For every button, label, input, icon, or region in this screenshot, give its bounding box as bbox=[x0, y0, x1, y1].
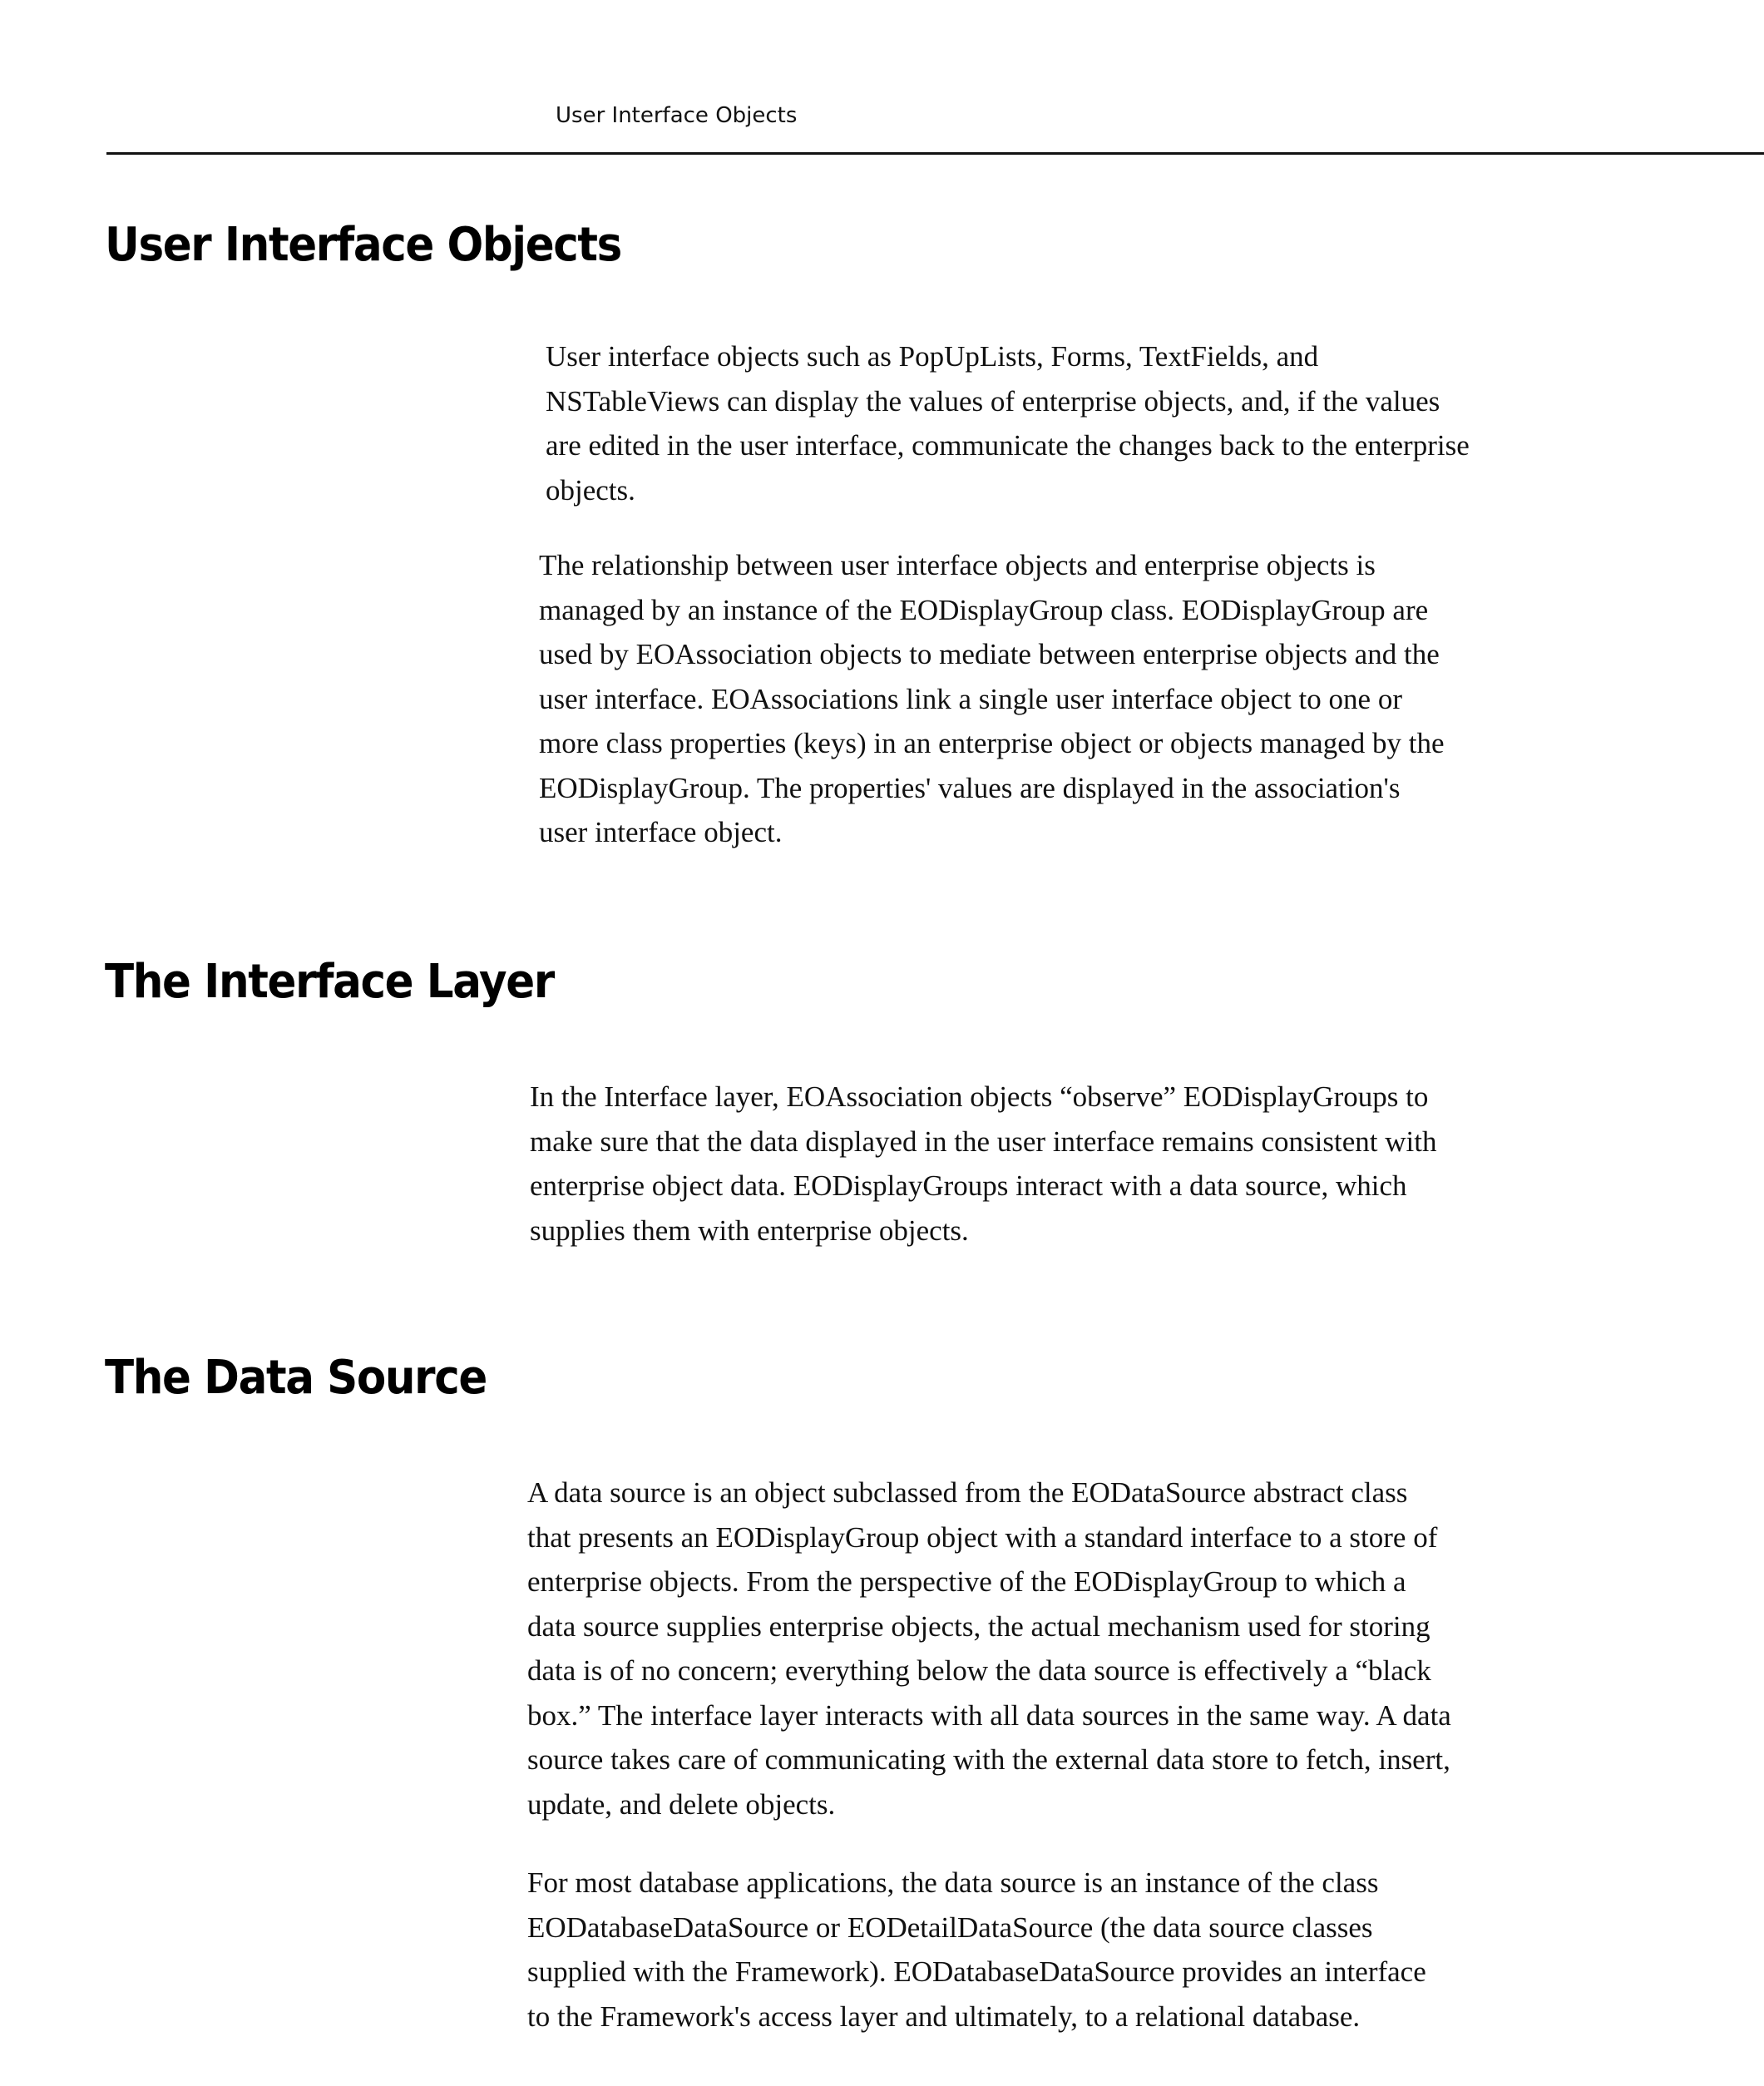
text-line: supplies them with enterprise objects. bbox=[530, 1209, 1436, 1253]
text-line: that presents an EODisplayGroup object with a standard interface to a store of bbox=[527, 1515, 1451, 1560]
text-line: data source supplies enterprise objects, the actual mechanism used for storing bbox=[527, 1604, 1451, 1649]
text-line: make sure that the data displayed in the user interface remains consistent with bbox=[530, 1120, 1436, 1164]
text-line: box.” The interface layer interacts with all data sources in the same way. A data bbox=[527, 1693, 1451, 1738]
text-line: supplied with the Framework). EODatabaseDataSource provides an interface bbox=[527, 1950, 1426, 1995]
header-rule bbox=[106, 152, 1764, 155]
text-line: objects. bbox=[546, 468, 1470, 513]
text-line: source takes care of communicating with the external data store to fetch, insert, bbox=[527, 1738, 1451, 1782]
paragraph bbox=[530, 1075, 1436, 1253]
text-line: are edited in the user interface, communicate the changes back to the enterprise bbox=[546, 423, 1470, 468]
text-line: managed by an instance of the EODisplayGroup class. EODisplayGroup are bbox=[539, 588, 1445, 633]
text-line: User interface objects such as PopUpLists, Forms, TextFields, and bbox=[546, 334, 1470, 379]
paragraph bbox=[527, 1471, 1451, 1826]
text-line: update, and delete objects. bbox=[527, 1782, 1451, 1827]
section-heading-data-source: The Data Source bbox=[105, 1351, 487, 1405]
text-line: EODatabaseDataSource or EODetailDataSource (the data source classes bbox=[527, 1906, 1426, 1950]
text-line: enterprise object data. EODisplayGroups interact with a data source, which bbox=[530, 1164, 1436, 1209]
text-line: For most database applications, the data source is an instance of the class bbox=[527, 1861, 1426, 1906]
text-line: user interface. EOAssociations link a single user interface object to one or bbox=[539, 677, 1445, 722]
paragraph bbox=[546, 334, 1470, 512]
section-heading-user-interface-objects: User Interface Objects bbox=[105, 218, 621, 272]
paragraph bbox=[527, 1861, 1426, 2039]
text-line: enterprise objects. From the perspective of the EODisplayGroup to which a bbox=[527, 1560, 1451, 1604]
paragraph bbox=[539, 543, 1445, 855]
text-line: more class properties (keys) in an enterprise object or objects managed by the bbox=[539, 721, 1445, 766]
text-line: data is of no concern; everything below the data source is effectively a “black bbox=[527, 1649, 1451, 1693]
text-line: The relationship between user interface objects and enterprise objects is bbox=[539, 543, 1445, 588]
text-line: NSTableViews can display the values of enterprise objects, and, if the values bbox=[546, 379, 1470, 424]
section-heading-interface-layer: The Interface Layer bbox=[105, 955, 554, 1009]
text-line: In the Interface layer, EOAssociation objects “observe” EODisplayGroups to bbox=[530, 1075, 1436, 1120]
text-line: EODisplayGroup. The properties' values are displayed in the association's bbox=[539, 766, 1445, 811]
running-head: User Interface Objects bbox=[556, 103, 797, 128]
text-line: user interface object. bbox=[539, 810, 1445, 855]
text-line: used by EOAssociation objects to mediate between enterprise objects and the bbox=[539, 632, 1445, 677]
text-line: to the Framework's access layer and ultimately, to a relational database. bbox=[527, 1995, 1426, 2039]
text-line: A data source is an object subclassed from the EODataSource abstract class bbox=[527, 1471, 1451, 1515]
